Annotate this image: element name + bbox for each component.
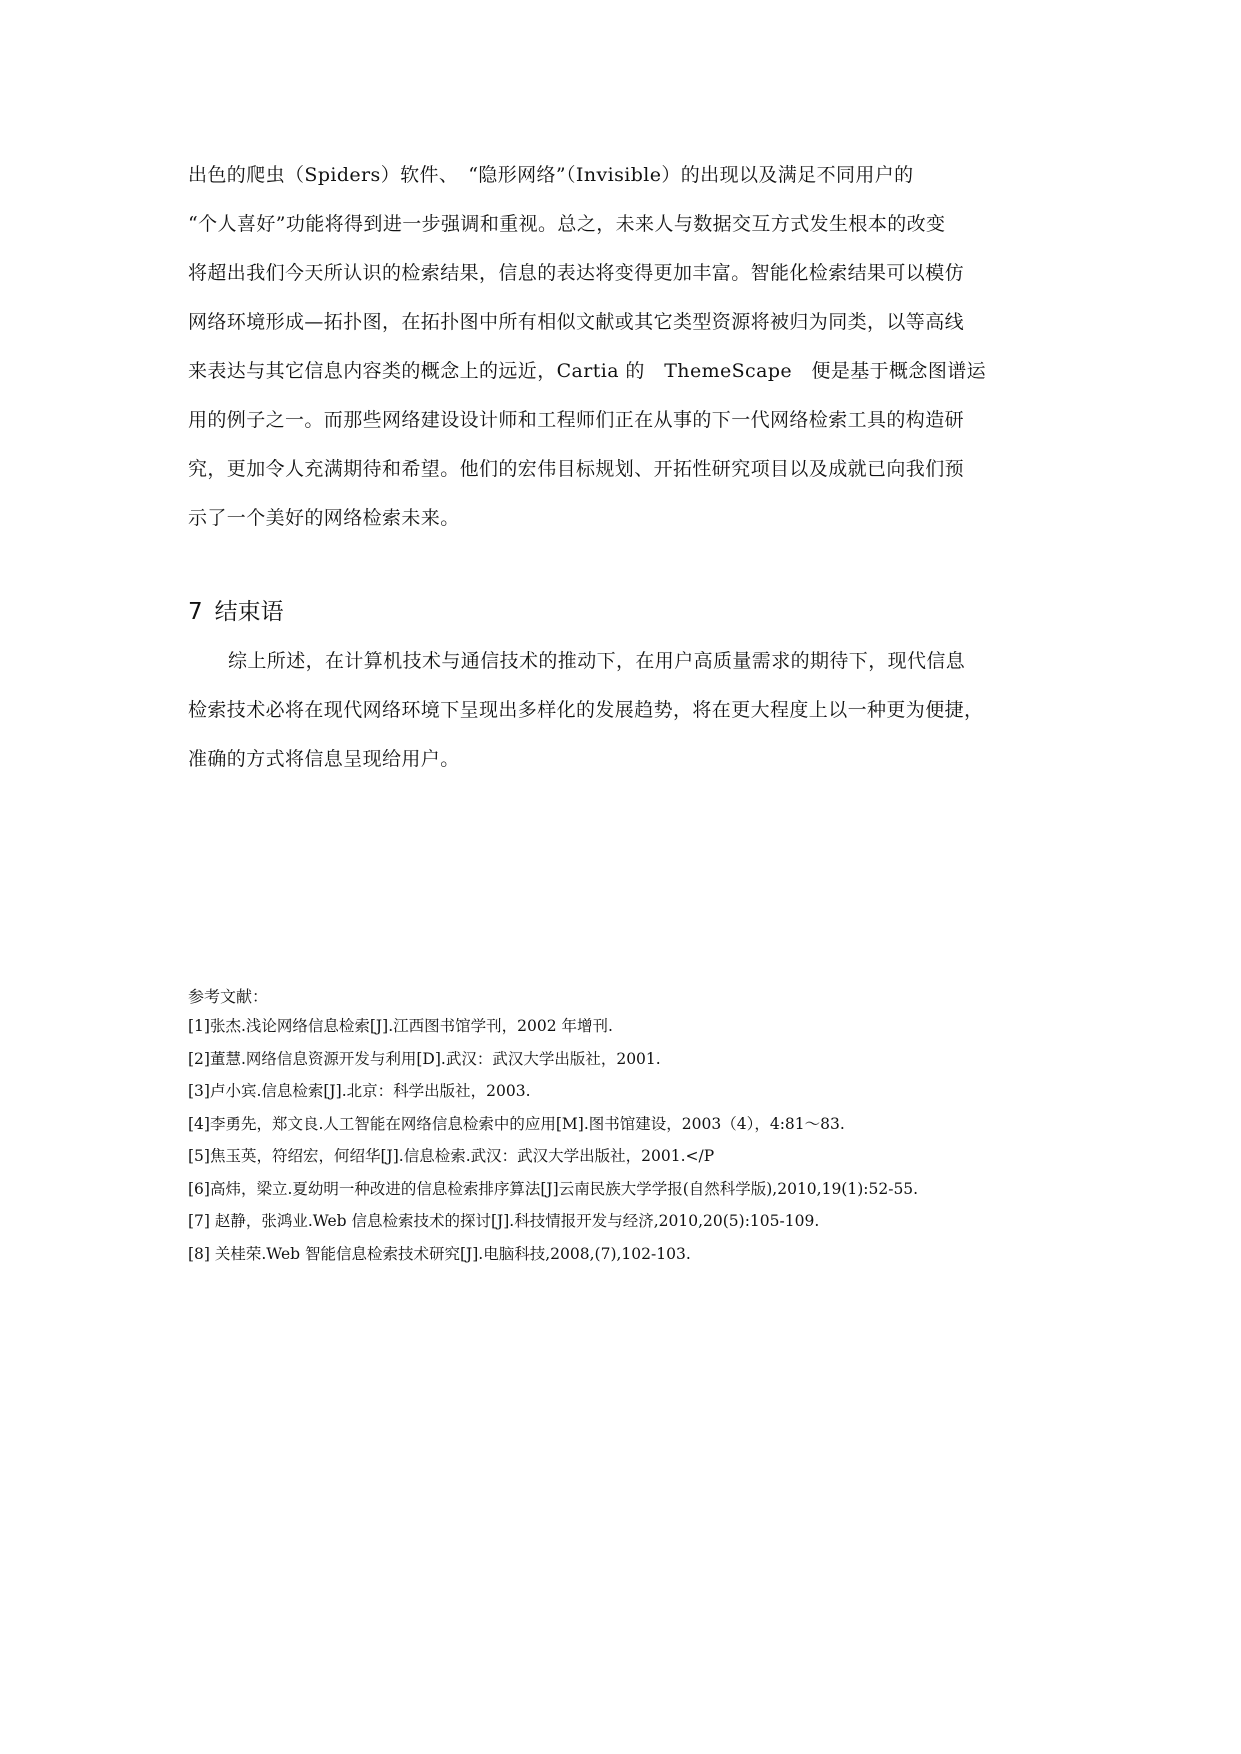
reference-item: [8] 关桂荣.Web 智能信息检索技术研究[J].电脑科技,2008,(7),102-103. [188, 1244, 691, 1263]
reference-item: [5]焦玉英，符绍宏，何绍华[J].信息检索.武汉：武汉大学出版社，2001.</P [188, 1147, 715, 1165]
references-title: 参考文献： [188, 987, 269, 1006]
reference-item: [4]李勇先，郑文良.人工智能在网络信息检索中的应用[M].图书馆建设，2003（4），4:81～83. [188, 1114, 845, 1133]
section-heading [188, 595, 284, 629]
section-number: 7 [188, 599, 203, 625]
body-line: 来表达与其它信息内容类的概念上的远近，Cartia 的 ThemeScape 便是基于概念图谱运 [188, 360, 987, 382]
body-line: 示了一个美好的网络检索未来。 [188, 507, 460, 529]
reference-item: [3]卢小宾.信息检索[J].北京：科学出版社，2003. [188, 1082, 531, 1100]
body-line: 将超出我们今天所认识的检索结果，信息的表达将变得更加丰富。智能化检索结果可以模仿 [188, 262, 965, 284]
reference-item: [1]张杰.浅论网络信息检索[J].江西图书馆学刊，2002 年增刊. [188, 1017, 613, 1035]
body-line: “个人喜好”功能将得到进一步强调和重视。总之，未来人与数据交互方式发生根本的改变 [188, 213, 946, 235]
section-title: 结束语 [214, 599, 284, 625]
reference-item: [2]董慧.网络信息资源开发与利用[D].武汉：武汉大学出版社，2001. [188, 1049, 661, 1068]
reference-item: [7] 赵静，张鸿业.Web 信息检索技术的探讨[J].科技情报开发与经济,2010,20(5):105-109. [188, 1212, 820, 1230]
conclusion-line: 综上所述，在计算机技术与通信技术的推动下，在用户高质量需求的期待下，现代信息 [228, 650, 966, 672]
body-line: 出色的爬虫（Spiders）软件、 “隐形网络”（Invisible）的出现以及满足不同用户的 [188, 164, 914, 186]
body-line: 网络环境形成—拓扑图，在拓扑图中所有相似文献或其它类型资源将被归为同类，以等高线 [188, 311, 965, 333]
body-paragraph [188, 158, 1068, 550]
conclusion-line: 检索技术必将在现代网络环境下呈现出多样化的发展趋势，将在更大程度上以一种更为便捷， [188, 699, 984, 721]
conclusion-paragraph [188, 644, 1068, 791]
body-line: 用的例子之一。而那些网络建设设计师和工程师们正在从事的下一代网络检索工具的构造研 [188, 409, 965, 431]
conclusion-line: 准确的方式将信息呈现给用户。 [188, 748, 460, 770]
body-line: 究，更加令人充满期待和希望。他们的宏伟目标规划、开拓性研究项目以及成就已向我们预 [188, 458, 965, 480]
reference-item: [6]高炜，梁立.夏幼明一种改进的信息检索排序算法[J]云南民族大学学报(自然科学版),2010,19(1):52-55. [188, 1179, 919, 1198]
references-section [188, 983, 1068, 1272]
